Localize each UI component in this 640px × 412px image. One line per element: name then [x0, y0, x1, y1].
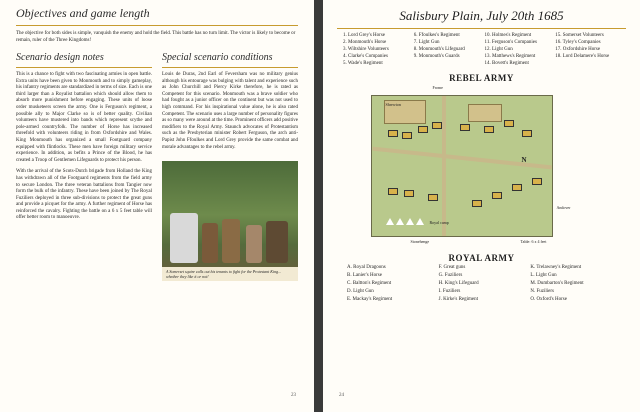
rebel-unit: 9. Monmouth's Guards [413, 54, 460, 59]
map-label-andover: Andover [556, 205, 571, 210]
battle-map [371, 85, 593, 249]
objectives-heading: Objectives and game length [16, 6, 150, 20]
royal-unit: M. Dumbarton's Regiment [530, 281, 584, 286]
rebel-unit: 13. Matthews's Regiment [484, 54, 536, 59]
royal-unit: G. Fuziliers [438, 273, 463, 278]
page-number: 24 [339, 393, 344, 398]
objectives-text: The objective for both sides is simple, vanquish the enemy and hold the field. This battle has no turn limit. The victor is likely to become or remain, ruler of the Three Kingdoms! [16, 31, 296, 43]
royal-unit: L. Light Gun [530, 273, 557, 278]
rebel-order-of-battle [343, 33, 620, 67]
royal-order-of-battle [347, 265, 616, 303]
royal-unit: E. Mackay's Regiment [347, 297, 393, 302]
miniatures-photo [162, 161, 298, 281]
map-label-shrewton: Shrewton [385, 102, 401, 107]
rebel-unit: 18. Lord Delamere's Horse [555, 54, 610, 59]
rebel-unit: 5. Wade's Regiment [343, 61, 383, 66]
rebel-unit: 3. Wiltshire Volunteers [343, 47, 389, 52]
special-conditions-column [162, 52, 298, 281]
royal-army-heading: ROYAL ARMY [448, 253, 515, 263]
rebel-unit: 4. Clarke's Companies [343, 54, 388, 59]
map-table-size: Table: 6 x 4 feet [520, 239, 547, 244]
special-conditions-text: Louis de Duras, 2nd Earl of Feversham was no military genius although his entourage was bulging with talent and experience such as John Churchill and Piercy Kirke therefore, he is rated as Competent for this scenario. Monmouth was a brave soldier who had fought as a junior officer on the continent but was not used to high command. For his inspirational value alone, he is also rated Competent. The scenario uses a large number of personality figures as so many were around at the time. Prominent officers add positive modifiers to the Royal Army. Staunch advocates of Protestantism such as the Presbyterian minister Robert Ferguson, the arch anti-Papist John Ffoulkes and Lord Grey provide the same combat and morale advantages to the rebel army. [162, 72, 298, 150]
map-label-royal-camp: Royal camp [429, 220, 449, 225]
royal-unit: N. Fuziliers [530, 289, 554, 294]
compass-north: N [521, 156, 527, 164]
royal-unit: B. Lanier's Horse [347, 273, 382, 278]
divider [16, 25, 298, 26]
royal-unit: H. King's Lifeguard [438, 281, 479, 286]
page-number: 23 [291, 393, 296, 398]
royal-unit: I. Fuziliers [438, 289, 461, 294]
royal-unit: O. Oxford's Horse [530, 297, 567, 302]
royal-unit: K. Trelawney's Regiment [530, 265, 582, 270]
rebel-unit: 7. Light Gun [413, 40, 440, 45]
rebel-unit: 12. Light Gun [484, 47, 513, 52]
royal-unit: A. Royal Dragoons [347, 265, 386, 270]
map-label-frome: Frome [432, 85, 443, 90]
right-page [323, 0, 640, 412]
royal-unit: F. Great guns [438, 265, 466, 270]
photo-caption: A Somerset squire calls out his tenants to fight for the Protestant King... whether they like it or not! [162, 267, 298, 281]
rebel-unit: 2. Monmouth's Horse [343, 40, 387, 45]
royal-unit: J. Kirke's Regiment [438, 297, 479, 302]
rebel-army-heading: REBEL ARMY [449, 73, 514, 83]
left-page [0, 0, 314, 412]
design-paragraph: With the arrival of the Scots-Dutch brigade from Holland the King has withdrawn all of the Footguard regiments from the field army to secure London. The three veteran battalions from Tangier now form the bulk of the infantry. These have been joined by The Royal Fuziliers deployed in three sub-divisions to protect the great guns and provide a picquet for the army. A further regiment of Horse has reinforced the cavalry. Fighting the battle on a 6 x 5 feet table will offer better room to manoeuvre. [16, 169, 152, 221]
royal-unit: C. Baltton's Regiment [347, 281, 392, 286]
map-board [371, 95, 553, 237]
map-label-stonehenge: Stonehenge [410, 239, 430, 244]
divider [162, 67, 298, 68]
design-notes-column [16, 52, 152, 281]
design-notes-heading: Scenario design notes [16, 52, 104, 63]
rebel-unit: 1. Lord Grey's Horse [343, 33, 386, 38]
divider [16, 67, 152, 68]
page-title: Salisbury Plain, July 20th 1685 [399, 8, 564, 23]
special-conditions-heading: Special scenario conditions [162, 52, 273, 63]
royal-unit: D. Light Gun [347, 289, 374, 294]
rebel-unit: 11. Ferguson's Companies [484, 40, 537, 45]
divider [337, 28, 626, 29]
rebel-unit: 14. Bovett's Regiment [484, 61, 529, 66]
rebel-unit: 8. Monmouth's Lifeguard [413, 47, 465, 52]
rebel-unit: 15. Somerset Volunteers [555, 33, 604, 38]
rebel-unit: 6. Ffoulkes's Regiment [413, 33, 460, 38]
rebel-unit: 16. Tyley's Companies [555, 40, 601, 45]
design-paragraph: This is a chance to fight with two fascinating armies in open battle. Extra units have been given to Monmouth and to simply gameplay, his infantry regiments are standardized in terms of size. Each is one third larger than a Royalist battalion which should allow them to absorb more punishment before engaging. These units of loose order musketeers screen the army. One is Ferguson's regiment, a possible ally to Major Clarke so is of better quality. Civilian volunteers have mustered into bands which represent scythe and pole-armed countryfolk. The number of Horse has increased threefold with volunteers riding in from Oxfordshire and Wales. King Monmouth has organized a small Footguard company equipped with flintlocks. These men have foreign military service experience. In addition, as befits a Prince of the Blood, he has created a Troop of Gentlemen Lifeguards to protect his person. [16, 72, 152, 163]
rebel-unit: 10. Holmes's Regiment [484, 33, 532, 38]
rebel-unit: 17. Oxfordshire Horse [555, 47, 601, 52]
